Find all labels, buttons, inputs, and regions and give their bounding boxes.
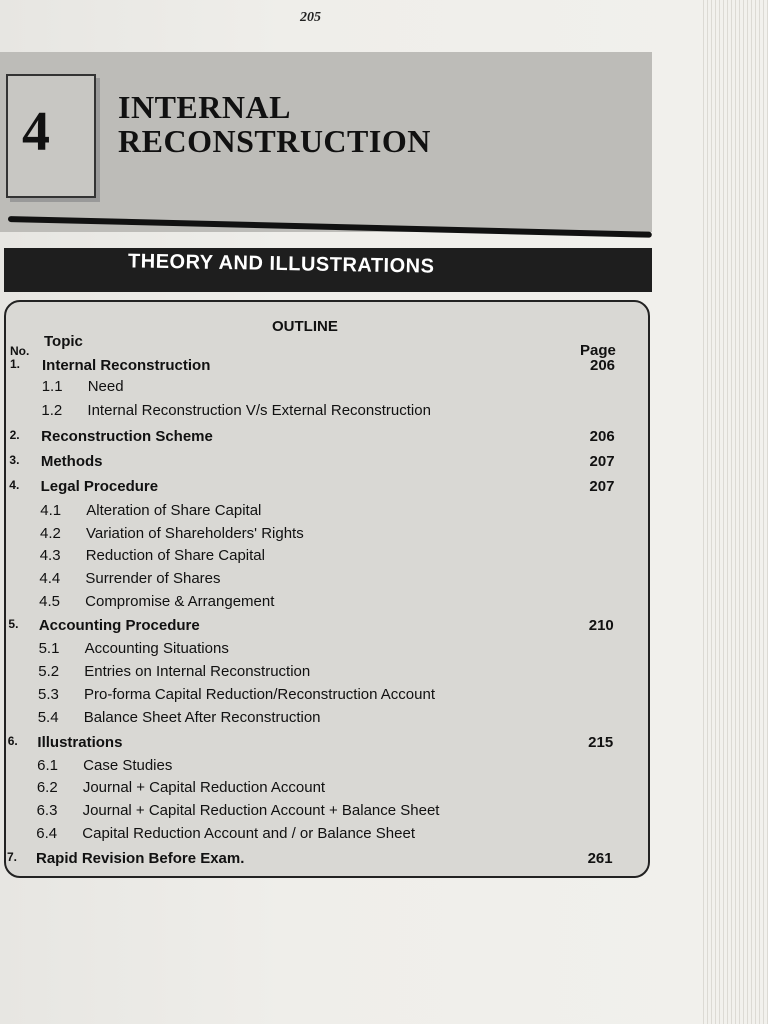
outline-row-topic: Variation of Shareholders' Rights (86, 525, 304, 542)
outline-row-number: 3. (9, 453, 20, 467)
outline-row-topic: Accounting Procedure (38, 617, 200, 634)
outline-row-topic: Journal + Capital Reduction Account (82, 779, 326, 796)
outline-row (0, 757, 640, 779)
outline-row-topic: Surrender of Shares (85, 570, 221, 587)
outline-row-page: 207 (589, 453, 615, 470)
outline-row (0, 802, 640, 824)
outline-row (0, 428, 640, 450)
page-number: 205 (300, 10, 321, 25)
outline-row-number: 5.3 (38, 686, 59, 703)
outline-row-number: 5.2 (38, 663, 60, 680)
chapter-number-box (6, 74, 96, 198)
outline-row-number: 7. (7, 850, 18, 864)
outline-row (0, 734, 640, 756)
chapter-title-line1: INTERNAL (118, 89, 291, 125)
outline-row-number: 5. (8, 617, 19, 631)
page-edges (700, 0, 768, 1024)
outline-row-page: 207 (589, 478, 615, 495)
column-header-page: Page (580, 342, 616, 359)
outline-row (0, 593, 640, 615)
outline-row (0, 825, 640, 847)
outline-row (0, 686, 640, 708)
outline-row-topic: Accounting Situations (84, 640, 229, 657)
outline-row-topic: Rapid Revision Before Exam. (36, 850, 245, 867)
outline-row (0, 617, 640, 639)
outline-row-number: 2. (9, 428, 20, 442)
outline-row-number: 4.3 (39, 547, 61, 564)
outline-row-topic: Illustrations (37, 734, 123, 751)
outline-row (0, 779, 640, 801)
outline-row (0, 453, 640, 475)
outline-row-number: 6.4 (36, 825, 58, 842)
outline-row (0, 478, 640, 500)
outline-row-number: 4.1 (40, 502, 62, 519)
outline-row (0, 663, 640, 685)
outline-row-topic: Balance Sheet After Reconstruction (83, 709, 321, 726)
outline-row-number: 6.2 (36, 779, 58, 796)
outline-row (0, 378, 640, 400)
outline-row-topic: Compromise & Arrangement (85, 593, 275, 610)
outline-row-page: 261 (587, 850, 613, 867)
outline-row-topic: Internal Reconstruction (42, 357, 211, 374)
column-header-no: No. (10, 344, 30, 358)
outline-row (0, 850, 640, 872)
outline-row-topic: Journal + Capital Reduction Account + Balance Sheet (82, 802, 440, 819)
outline-row (0, 570, 640, 592)
outline-row-topic: Internal Reconstruction V/s External Reconstruction (87, 402, 431, 419)
outline-row-topic: Case Studies (83, 757, 173, 774)
outline-row-number: 5.4 (37, 709, 59, 726)
outline-row-number: 4.5 (39, 593, 60, 610)
outline-row-number: 6.1 (37, 757, 58, 774)
outline-row-number: 6. (7, 734, 18, 748)
outline-title: OUTLINE (272, 318, 338, 335)
outline-row-number: 1.1 (41, 378, 63, 395)
outline-row-topic: Methods (40, 453, 103, 470)
outline-row-topic: Reconstruction Scheme (41, 428, 213, 445)
section-banner-text: THEORY AND ILLUSTRATIONS (127, 250, 435, 278)
outline-row (0, 402, 640, 424)
outline-row-number: 6.3 (36, 802, 58, 819)
outline-row-page: 206 (590, 357, 616, 374)
outline-row-number: 4.4 (39, 570, 61, 587)
chapter-title-line2: RECONSTRUCTION (118, 123, 431, 159)
outline-row-number: 4.2 (40, 525, 61, 542)
outline-row-page: 210 (588, 617, 614, 634)
outline-row-number: 1. (10, 357, 21, 371)
outline-row-topic: Pro-forma Capital Reduction/Reconstruction Account (84, 686, 436, 703)
outline-row-number: 5.1 (38, 640, 60, 657)
chapter-number: 4 (22, 101, 50, 163)
outline-row-topic: Legal Procedure (40, 478, 159, 495)
outline-row-topic: Reduction of Share Capital (85, 547, 265, 564)
outline-row-page: 206 (589, 428, 615, 445)
outline-row (0, 502, 640, 524)
outline-row-topic: Need (87, 378, 124, 395)
outline-row-topic: Capital Reduction Account and / or Balance Sheet (82, 825, 415, 842)
outline-row (0, 525, 640, 547)
outline-row (0, 640, 640, 662)
outline-row-page: 215 (588, 734, 614, 751)
outline-row-number: 4. (9, 478, 20, 492)
outline-row-topic: Alteration of Share Capital (86, 502, 262, 519)
outline-row (0, 547, 640, 569)
chapter-title (118, 90, 431, 158)
outline-row-number: 1.2 (41, 402, 63, 419)
outline-row-topic: Entries on Internal Reconstruction (84, 663, 311, 680)
outline-row (0, 357, 640, 379)
outline-row (0, 709, 640, 731)
column-header-topic: Topic (44, 333, 83, 350)
